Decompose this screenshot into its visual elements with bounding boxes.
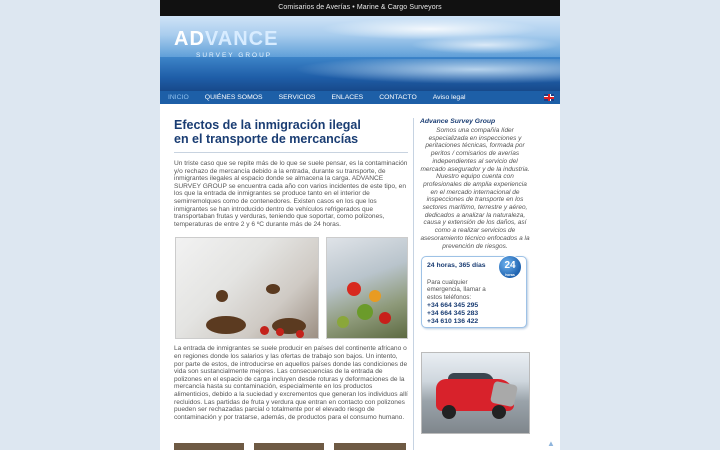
nav-item-servicios[interactable]: SERVICIOS xyxy=(278,94,316,101)
badge-number: 24 xyxy=(504,260,516,272)
article-paragraph: La entrada de inmigrantes se suele producir en países del continente africano o en regiones donde los salarios y las ofertas de trabajo son bajos. Un intento, por parte de estos, de introducirse en aquellos países donde las condiciones de vida son sustancialmente mejores. Las consecuencias de la entrada de polizones en el espacio de carga incluyen desde roturas y deformaciones de la mercancía hasta su contaminación, especialmente en los productos alimenticios, debido a la suciedad y excrementos que generan los individuos allí recluidos. Las partidas de fruta y verdura que entran en contacto con polizones pueden ser rechazadas parcial o totalmente por el elevado riesgo de contaminación y por tratarse, además, de productos para el consumo humano. xyxy=(174,345,408,421)
article-title-line1: Efectos de la inmigración ilegal xyxy=(174,118,361,132)
phone-number[interactable]: +34 664 345 295 xyxy=(427,302,479,310)
phone-number[interactable]: +34 664 345 283 xyxy=(427,310,479,318)
logo-text-vance: VANCE xyxy=(204,28,279,50)
24-hours-badge-icon xyxy=(498,255,522,279)
photo-damaged-fruit[interactable] xyxy=(326,237,408,339)
thumbnail[interactable] xyxy=(174,443,244,450)
nav-item-inicio[interactable]: INICIO xyxy=(168,94,189,101)
sidebar-description: Somos una compañía líder especializada en inspecciones y peritaciones técnicas, formada por peritos / comisarios de averías independientes al servicio del mercado asegurador y de la industria. Nuestro equipo cuenta con profesionales de amplia experiencia en el mercado internacional de inspecciones de transporte en los sectores marítimo, terrestre y aéreo, dedicados a analizar la naturaleza, causa y extensión de los daños, así como a realizar servicios de asesoramiento técnico enfocados a la prevención de riesgos. xyxy=(420,127,530,250)
article-paragraph: Un triste caso que se repite más de lo que se suele pensar, es la contaminación y/o rechazo de mercancía debido a la entrada, durante su transporte, de inmigrantes ilegales al espacio donde se almacena la carga. ADVANCE SURVEY GROUP se encuentra cada año con varios incidentes de este tipo, en los que la entrada de inmigrantes se produce tanto en el interior de semirremolques como de contenedores. Existen casos en los que los inmigrantes se han introducido dentro de vehículos refrigerados que transportaban frutas y verduras, teniendo que soportar, como polizones, temperaturas de entre 2 y 6 ºC durante más de 24 horas. xyxy=(174,160,408,228)
logo-subtitle: SURVEY GROUP xyxy=(196,52,273,59)
emergency-phones xyxy=(427,302,478,326)
emergency-box xyxy=(421,256,527,328)
main-nav xyxy=(160,91,560,104)
nav-item-quienes-somos[interactable]: QUIÉNES SOMOS xyxy=(204,94,263,101)
sidebar xyxy=(414,118,530,328)
wave-decoration xyxy=(280,59,560,85)
photo-thumbnails xyxy=(174,443,408,450)
article-title xyxy=(174,118,408,146)
header-banner xyxy=(160,16,560,91)
scroll-to-top-icon[interactable]: ▲ xyxy=(547,439,555,448)
emergency-heading: 24 horas, 365 días xyxy=(427,262,486,270)
article xyxy=(174,118,408,421)
tagline-bar xyxy=(160,0,560,16)
tagline: Comisarios de Averías • Marine & Cargo Surveyors xyxy=(278,4,442,11)
logo-text-ad: AD xyxy=(174,28,205,50)
article-photos xyxy=(174,237,408,339)
sidebar-title: Advance Survey Group xyxy=(420,118,496,125)
photo-damaged-car[interactable] xyxy=(421,352,530,434)
emergency-text: Para cualquier emergencia, llamar a estos teléfonos: xyxy=(427,279,486,301)
page xyxy=(160,0,560,450)
site-logo[interactable] xyxy=(174,28,278,59)
nav-item-aviso-legal[interactable]: Aviso legal xyxy=(432,94,466,101)
photo-damaged-container[interactable] xyxy=(175,237,319,339)
badge-sub: horas xyxy=(505,273,515,278)
title-divider xyxy=(174,152,408,153)
thumbnail[interactable] xyxy=(334,443,406,450)
article-title-line2: en el transporte de mercancías xyxy=(174,132,359,146)
thumbnail[interactable] xyxy=(254,443,324,450)
phone-number[interactable]: +34 610 136 422 xyxy=(427,318,479,326)
nav-item-enlaces[interactable]: ENLACES xyxy=(331,94,364,101)
uk-flag-icon[interactable] xyxy=(544,94,554,101)
cloud-decoration xyxy=(410,36,560,54)
nav-item-contacto[interactable]: CONTACTO xyxy=(379,94,417,101)
